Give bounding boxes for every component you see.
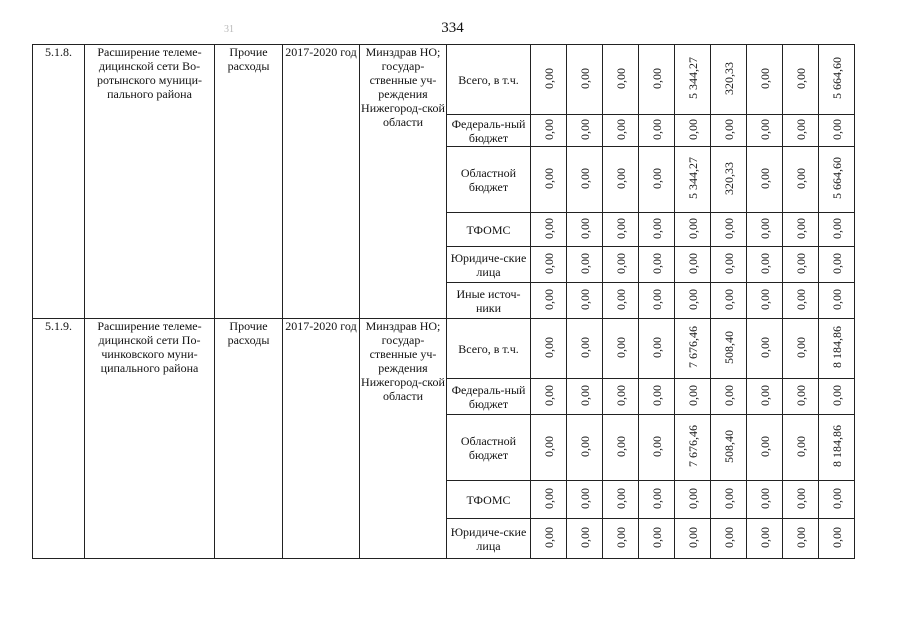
amount-value: 0,00 [613, 487, 628, 509]
amount-cell [711, 247, 747, 283]
amount-cell [711, 283, 747, 319]
amount-value: 0,00 [829, 252, 844, 274]
funding-source: Федераль-ный бюджет [447, 115, 531, 147]
amount-value: 0,00 [577, 487, 592, 509]
amount-cell [819, 115, 855, 147]
amount-cell [675, 379, 711, 415]
amount-value: 0,00 [577, 118, 592, 140]
amount-cell [603, 319, 639, 379]
amount-cell [567, 283, 603, 319]
period: 2017-2020 год [283, 319, 360, 559]
amount-value: 0,00 [685, 384, 700, 406]
amount-value: 0,00 [757, 67, 772, 89]
amount-cell [711, 379, 747, 415]
amount-value: 0,00 [793, 487, 808, 509]
amount-value: 0,00 [829, 487, 844, 509]
amount-value: 0,00 [577, 288, 592, 310]
amount-value: 0,00 [685, 217, 700, 239]
amount-value: 0,00 [757, 288, 772, 310]
amount-cell [819, 415, 855, 481]
funding-source: Всего, в т.ч. [447, 45, 531, 115]
amount-value: 0,00 [721, 252, 736, 274]
amount-cell [531, 415, 567, 481]
amount-cell [747, 415, 783, 481]
amount-value: 0,00 [793, 252, 808, 274]
amount-value: 0,00 [649, 217, 664, 239]
executor: Минздрав НО; государ-ственные уч-реждения Нижегород-ской области [360, 319, 447, 559]
amount-cell [675, 115, 711, 147]
funding-source: ТФОМС [447, 213, 531, 247]
amount-cell [711, 115, 747, 147]
amount-cell [603, 147, 639, 213]
amount-cell [783, 519, 819, 559]
funding-source: Всего, в т.ч. [447, 319, 531, 379]
amount-cell [531, 247, 567, 283]
page-number: 334 [441, 20, 464, 36]
executor: Минздрав НО; государ-ственные уч-реждения Нижегород-ской области [360, 45, 447, 319]
amount-value: 0,00 [541, 384, 556, 406]
amount-value: 0,00 [649, 167, 664, 189]
funding-source: Юридиче-ские лица [447, 247, 531, 283]
amount-cell [639, 115, 675, 147]
amount-cell [603, 283, 639, 319]
amount-value: 0,00 [757, 167, 772, 189]
amount-value: 0,00 [721, 288, 736, 310]
amount-cell [783, 147, 819, 213]
amount-value: 0,00 [793, 526, 808, 548]
amount-cell [567, 115, 603, 147]
amount-cell [675, 45, 711, 115]
amount-value: 0,00 [649, 384, 664, 406]
amount-value: 0,00 [829, 288, 844, 310]
amount-value: 0,00 [829, 118, 844, 140]
amount-value: 320,33 [721, 161, 736, 195]
amount-value: 0,00 [793, 288, 808, 310]
period: 2017-2020 год [283, 45, 360, 319]
table-body [33, 45, 855, 559]
amount-cell [711, 519, 747, 559]
amount-value: 0,00 [721, 526, 736, 548]
amount-cell [711, 319, 747, 379]
amount-cell [711, 147, 747, 213]
amount-value: 0,00 [613, 526, 628, 548]
expense-type: Прочие расходы [215, 319, 283, 559]
amount-cell [675, 283, 711, 319]
amount-value: 0,00 [721, 384, 736, 406]
amount-value: 0,00 [577, 526, 592, 548]
amount-value: 5 344,27 [685, 157, 700, 199]
amount-value: 8 184,86 [829, 326, 844, 368]
amount-cell [603, 379, 639, 415]
amount-value: 7 676,46 [685, 425, 700, 467]
amount-cell [783, 319, 819, 379]
amount-cell [639, 213, 675, 247]
amount-value: 0,00 [613, 167, 628, 189]
amount-value: 0,00 [793, 167, 808, 189]
amount-value: 0,00 [793, 217, 808, 239]
amount-cell [747, 481, 783, 519]
amount-cell [639, 519, 675, 559]
amount-cell [747, 319, 783, 379]
amount-value: 0,00 [541, 526, 556, 548]
amount-cell [819, 481, 855, 519]
amount-value: 0,00 [685, 487, 700, 509]
amount-cell [819, 45, 855, 115]
amount-cell [567, 481, 603, 519]
amount-value: 0,00 [613, 336, 628, 358]
amount-cell [783, 379, 819, 415]
amount-cell [819, 519, 855, 559]
amount-value: 0,00 [793, 336, 808, 358]
amount-cell [603, 415, 639, 481]
amount-value: 0,00 [757, 118, 772, 140]
amount-value: 0,00 [613, 435, 628, 457]
amount-value: 0,00 [793, 118, 808, 140]
amount-cell [747, 379, 783, 415]
amount-cell [531, 519, 567, 559]
amount-cell [639, 283, 675, 319]
amount-value: 0,00 [757, 384, 772, 406]
corner-mark: 31 [224, 24, 234, 35]
amount-value: 7 676,46 [685, 326, 700, 368]
budget-table-wrapper [32, 44, 855, 559]
amount-value: 0,00 [649, 118, 664, 140]
amount-value: 508,40 [721, 429, 736, 463]
amount-cell [639, 45, 675, 115]
amount-cell [603, 115, 639, 147]
amount-cell [567, 379, 603, 415]
measure-title: Расширение телеме-дицинской сети Во-ротынского муници-пального района [85, 45, 215, 319]
amount-cell [531, 379, 567, 415]
amount-cell [531, 319, 567, 379]
amount-cell [819, 283, 855, 319]
amount-cell [819, 213, 855, 247]
amount-cell [603, 481, 639, 519]
amount-cell [783, 45, 819, 115]
amount-cell [711, 213, 747, 247]
funding-source: Областной бюджет [447, 147, 531, 213]
amount-value: 0,00 [721, 118, 736, 140]
amount-value: 0,00 [829, 384, 844, 406]
amount-cell [675, 519, 711, 559]
amount-value: 8 184,86 [829, 425, 844, 467]
amount-value: 0,00 [649, 526, 664, 548]
amount-cell [783, 283, 819, 319]
table-row [33, 45, 855, 115]
amount-cell [747, 519, 783, 559]
measure-code: 5.1.9. [33, 319, 85, 559]
amount-cell [675, 247, 711, 283]
amount-cell [639, 481, 675, 519]
amount-cell [639, 319, 675, 379]
amount-cell [783, 247, 819, 283]
amount-value: 0,00 [613, 67, 628, 89]
amount-cell [819, 379, 855, 415]
amount-value: 0,00 [541, 487, 556, 509]
amount-value: 0,00 [829, 526, 844, 548]
amount-cell [747, 283, 783, 319]
amount-cell [639, 147, 675, 213]
amount-value: 0,00 [757, 487, 772, 509]
amount-value: 0,00 [685, 526, 700, 548]
amount-value: 0,00 [613, 384, 628, 406]
amount-value: 0,00 [649, 487, 664, 509]
amount-value: 0,00 [793, 384, 808, 406]
amount-value: 0,00 [541, 167, 556, 189]
amount-cell [711, 415, 747, 481]
amount-cell [783, 213, 819, 247]
amount-value: 0,00 [649, 435, 664, 457]
amount-value: 0,00 [577, 384, 592, 406]
amount-value: 0,00 [757, 217, 772, 239]
amount-value: 0,00 [613, 252, 628, 274]
amount-cell [531, 147, 567, 213]
amount-cell [531, 283, 567, 319]
amount-value: 0,00 [613, 288, 628, 310]
amount-value: 0,00 [613, 217, 628, 239]
funding-source: Областной бюджет [447, 415, 531, 481]
amount-cell [603, 213, 639, 247]
amount-cell [567, 519, 603, 559]
amount-value: 0,00 [541, 118, 556, 140]
amount-cell [639, 247, 675, 283]
amount-value: 0,00 [757, 435, 772, 457]
amount-cell [783, 481, 819, 519]
amount-value: 0,00 [541, 67, 556, 89]
amount-value: 0,00 [577, 336, 592, 358]
amount-cell [567, 415, 603, 481]
amount-value: 5 344,27 [685, 57, 700, 99]
amount-cell [711, 45, 747, 115]
amount-cell [567, 45, 603, 115]
amount-cell [603, 519, 639, 559]
amount-value: 0,00 [757, 526, 772, 548]
amount-value: 0,00 [685, 288, 700, 310]
amount-cell [675, 319, 711, 379]
amount-cell [783, 115, 819, 147]
measure-title: Расширение телеме-дицинской сети По-чинковского муни-ципального района [85, 319, 215, 559]
amount-cell [819, 147, 855, 213]
amount-cell [675, 481, 711, 519]
funding-source: Иные источ-ники [447, 283, 531, 319]
amount-value: 0,00 [577, 167, 592, 189]
amount-value: 0,00 [721, 487, 736, 509]
amount-cell [747, 115, 783, 147]
amount-cell [783, 415, 819, 481]
amount-cell [531, 481, 567, 519]
amount-cell [567, 319, 603, 379]
amount-value: 320,33 [721, 61, 736, 95]
amount-value: 0,00 [685, 118, 700, 140]
amount-cell [603, 45, 639, 115]
amount-value: 0,00 [721, 217, 736, 239]
amount-cell [747, 213, 783, 247]
amount-value: 0,00 [541, 288, 556, 310]
amount-value: 0,00 [793, 435, 808, 457]
amount-cell [603, 247, 639, 283]
amount-cell [531, 45, 567, 115]
amount-value: 0,00 [649, 67, 664, 89]
table-row [33, 319, 855, 379]
amount-value: 0,00 [757, 336, 772, 358]
amount-value: 0,00 [541, 336, 556, 358]
amount-value: 0,00 [577, 252, 592, 274]
amount-value: 0,00 [577, 435, 592, 457]
amount-cell [711, 481, 747, 519]
amount-value: 0,00 [829, 217, 844, 239]
amount-value: 0,00 [793, 67, 808, 89]
expense-type: Прочие расходы [215, 45, 283, 319]
amount-value: 0,00 [685, 252, 700, 274]
funding-source: Юридиче-ские лица [447, 519, 531, 559]
funding-source: ТФОМС [447, 481, 531, 519]
amount-cell [531, 213, 567, 247]
amount-cell [747, 247, 783, 283]
amount-value: 0,00 [541, 252, 556, 274]
amount-value: 0,00 [649, 252, 664, 274]
amount-cell [675, 147, 711, 213]
amount-cell [567, 147, 603, 213]
amount-cell [747, 45, 783, 115]
amount-value: 5 664,60 [829, 57, 844, 99]
amount-cell [819, 247, 855, 283]
measure-code: 5.1.8. [33, 45, 85, 319]
amount-cell [747, 147, 783, 213]
amount-cell [639, 379, 675, 415]
amount-cell [675, 415, 711, 481]
amount-cell [567, 247, 603, 283]
amount-cell [567, 213, 603, 247]
budget-table [32, 44, 855, 559]
amount-value: 508,40 [721, 330, 736, 364]
amount-value: 0,00 [577, 67, 592, 89]
amount-value: 5 664,60 [829, 157, 844, 199]
amount-value: 0,00 [649, 288, 664, 310]
amount-value: 0,00 [541, 435, 556, 457]
amount-cell [819, 319, 855, 379]
amount-value: 0,00 [613, 118, 628, 140]
amount-cell [639, 415, 675, 481]
amount-value: 0,00 [757, 252, 772, 274]
amount-value: 0,00 [577, 217, 592, 239]
funding-source: Федераль-ный бюджет [447, 379, 531, 415]
amount-value: 0,00 [649, 336, 664, 358]
amount-cell [675, 213, 711, 247]
amount-value: 0,00 [541, 217, 556, 239]
amount-cell [531, 115, 567, 147]
